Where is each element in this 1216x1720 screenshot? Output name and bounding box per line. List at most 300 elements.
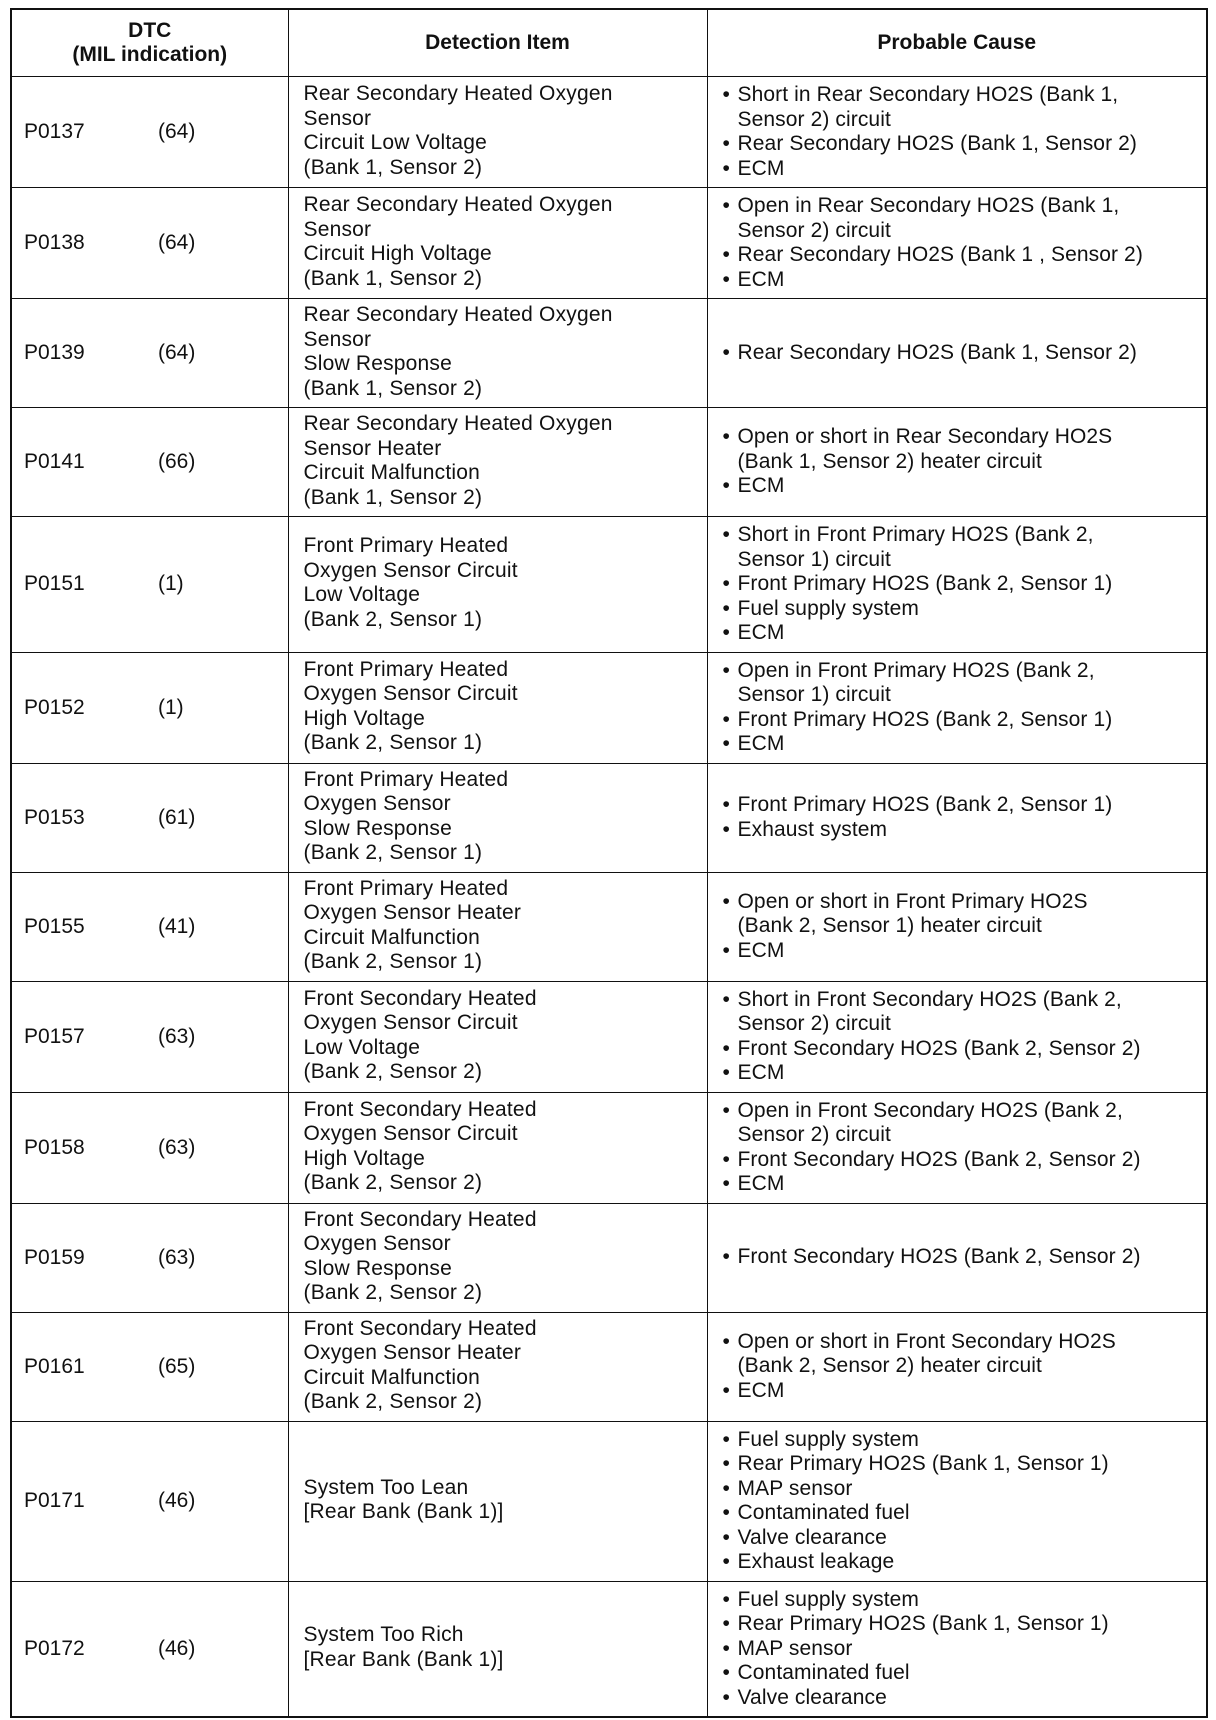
mil-indication: (65): [158, 1354, 196, 1378]
dtc-code: P0151: [24, 572, 85, 596]
detection-item-line: [Rear Bank (Bank 1)]: [303, 1500, 504, 1523]
detection-item-cell: [288, 1421, 707, 1581]
detection-item-cell: [288, 981, 707, 1092]
detection-item-line: Sensor: [303, 217, 372, 241]
header-mil-label: (MIL indication): [72, 43, 228, 66]
cause-list: [723, 1245, 1201, 1270]
cause-line: ECM: [737, 938, 785, 962]
dtc-code: P0137: [24, 120, 85, 143]
bullet-icon: •: [722, 132, 730, 155]
cause-line: MAP sensor: [737, 1476, 853, 1500]
cause-item: [723, 523, 1201, 572]
cause-item: [723, 1526, 1201, 1551]
cause-line: ECM: [737, 732, 785, 755]
cause-item: [723, 1037, 1201, 1062]
mil-indication: (46): [158, 1489, 196, 1512]
header-row: [11, 9, 1207, 77]
bullet-icon: •: [722, 596, 730, 620]
bullet-icon: •: [722, 523, 730, 546]
detection-item-line: System Too Lean: [303, 1475, 469, 1499]
detection-item-line: Front Primary Heated: [303, 534, 509, 558]
detection-item-line: Slow Response: [303, 1256, 453, 1280]
bullet-icon: •: [722, 83, 730, 106]
detection-item-line: (Bank 2, Sensor 1): [303, 841, 483, 864]
cause-line: Rear Secondary HO2S (Bank 1, Sensor 2): [737, 340, 1137, 364]
cause-item: [723, 818, 1201, 843]
dtc-code: P0138: [24, 231, 85, 254]
bullet-icon: •: [722, 707, 730, 731]
mil-indication: (66): [158, 450, 196, 473]
cause-list: [723, 1330, 1201, 1404]
detection-item-line: (Bank 2, Sensor 2): [303, 1060, 483, 1083]
cause-line: Sensor 2) circuit: [737, 218, 891, 242]
dtc-code-wrap: [24, 915, 288, 939]
mil-indication: (1): [158, 572, 184, 596]
detection-item-line: Front Secondary Heated: [303, 986, 537, 1010]
cause-line: Open or short in Front Primary HO2S: [737, 889, 1088, 913]
bullet-icon: •: [722, 156, 730, 180]
mil-indication: (1): [158, 695, 184, 719]
probable-cause-cell: [707, 763, 1207, 872]
table-body: [11, 77, 1207, 1718]
dtc-cell: [11, 77, 288, 188]
detection-item-line: Circuit Malfunction: [303, 1365, 481, 1389]
detection-item-line: Oxygen Sensor Heater: [303, 901, 522, 924]
cause-item: [723, 1661, 1201, 1686]
cause-line: Open in Front Secondary HO2S (Bank 2,: [737, 1098, 1123, 1122]
bullet-icon: •: [722, 1329, 730, 1353]
table-row: [11, 763, 1207, 872]
bullet-icon: •: [722, 1036, 730, 1060]
cause-item: [723, 1172, 1201, 1197]
cause-line: Open or short in Front Secondary HO2S: [737, 1329, 1116, 1353]
cause-line: Short in Rear Secondary HO2S (Bank 1,: [737, 83, 1119, 106]
dtc-code-wrap: [24, 341, 288, 365]
cause-line: ECM: [737, 156, 785, 180]
bullet-icon: •: [722, 1612, 730, 1635]
bullet-icon: •: [722, 1245, 730, 1269]
dtc-code: P0153: [24, 805, 85, 829]
bullet-icon: •: [722, 1661, 730, 1684]
bullet-icon: •: [722, 1525, 730, 1549]
cause-list: [723, 890, 1201, 964]
cause-line: Sensor 2) circuit: [737, 1123, 891, 1146]
cause-item: [723, 1637, 1201, 1662]
cause-list: [723, 341, 1201, 366]
dtc-cell: [11, 1421, 288, 1581]
cause-line: Short in Front Secondary HO2S (Bank 2,: [737, 987, 1122, 1011]
cause-item: [723, 939, 1201, 964]
detection-item-line: Circuit Malfunction: [303, 461, 481, 484]
cause-line: MAP sensor: [737, 1636, 853, 1660]
cause-item: [723, 572, 1201, 597]
cause-line: Sensor 2) circuit: [737, 107, 891, 131]
probable-cause-cell: [707, 1312, 1207, 1421]
cause-line: Rear Secondary HO2S (Bank 1, Sensor 2): [737, 132, 1137, 155]
detection-item-line: (Bank 2, Sensor 1): [303, 950, 483, 973]
bullet-icon: •: [722, 987, 730, 1011]
dtc-code: P0155: [24, 914, 85, 938]
dtc-code-wrap: [24, 1355, 288, 1379]
detection-item-line: Circuit High Voltage: [303, 242, 492, 265]
bullet-icon: •: [722, 1452, 730, 1475]
cause-item: [723, 157, 1201, 182]
detection-item-line: Front Primary Heated: [303, 657, 509, 681]
cause-line: Exhaust system: [737, 817, 888, 841]
detection-item-line: Oxygen Sensor Heater: [303, 1341, 522, 1364]
cause-line: Front Secondary HO2S (Bank 2, Sensor 2): [737, 1147, 1141, 1171]
cause-list: [723, 1588, 1201, 1711]
detection-item-line: (Bank 2, Sensor 2): [303, 1171, 483, 1194]
cause-item: [723, 988, 1201, 1037]
detection-item-line: High Voltage: [303, 706, 425, 730]
cause-item: [723, 659, 1201, 708]
table-row: [11, 188, 1207, 299]
cause-line: Open in Rear Secondary HO2S (Bank 1,: [737, 194, 1120, 217]
mil-indication: (63): [158, 1024, 196, 1048]
table-row: [11, 1092, 1207, 1203]
probable-cause-cell: [707, 77, 1207, 188]
dtc-cell: [11, 763, 288, 872]
cause-item: [723, 1330, 1201, 1379]
mil-indication: (46): [158, 1636, 196, 1660]
detection-item-line: (Bank 1, Sensor 2): [303, 376, 483, 400]
detection-item-line: Slow Response: [303, 816, 453, 840]
bullet-icon: •: [722, 243, 730, 266]
detection-item-line: (Bank 2, Sensor 2): [303, 1390, 483, 1413]
dtc-code-wrap: [24, 1637, 288, 1661]
dtc-cell: [11, 1203, 288, 1312]
cause-item: [723, 708, 1201, 733]
dtc-code: P0157: [24, 1024, 85, 1048]
dtc-code: P0158: [24, 1135, 85, 1159]
detection-item-line: Oxygen Sensor Circuit: [303, 1122, 518, 1145]
mil-indication: (63): [158, 1135, 196, 1159]
detection-item-line: (Bank 1, Sensor 2): [303, 155, 483, 179]
cause-line: Rear Secondary HO2S (Bank 1 , Sensor 2): [737, 243, 1143, 266]
cause-item: [723, 1477, 1201, 1502]
dtc-code-wrap: [24, 1246, 288, 1270]
detection-item-cell: [288, 517, 707, 653]
table-row: [11, 981, 1207, 1092]
bullet-icon: •: [722, 621, 730, 644]
probable-cause-cell: [707, 299, 1207, 408]
cause-line: Fuel supply system: [737, 596, 920, 620]
cause-line: Fuel supply system: [737, 1427, 920, 1451]
mil-indication: (61): [158, 805, 196, 829]
cause-line: ECM: [737, 1061, 785, 1084]
detection-item-line: Low Voltage: [303, 1035, 421, 1059]
bullet-icon: •: [722, 340, 730, 364]
detection-item-line: Circuit Low Voltage: [303, 131, 488, 154]
cause-item: [723, 793, 1201, 818]
dtc-code: P0139: [24, 341, 85, 364]
bullet-icon: •: [722, 1501, 730, 1524]
dtc-cell: [11, 1092, 288, 1203]
cause-line: Rear Primary HO2S (Bank 1, Sensor 1): [737, 1612, 1109, 1635]
cause-item: [723, 621, 1201, 646]
page: [10, 8, 1206, 1718]
detection-item-line: Front Secondary Heated: [303, 1097, 537, 1121]
cause-item: [723, 194, 1201, 243]
table-row: [11, 652, 1207, 763]
probable-cause-cell: [707, 1421, 1207, 1581]
cause-item: [723, 474, 1201, 499]
cause-line: ECM: [737, 1378, 785, 1402]
cause-line: Open or short in Rear Secondary HO2S: [737, 425, 1113, 449]
probable-cause-cell: [707, 1203, 1207, 1312]
probable-cause-cell: [707, 188, 1207, 299]
detection-item-line: Oxygen Sensor Circuit: [303, 682, 518, 705]
dtc-cell: [11, 188, 288, 299]
table-row: [11, 299, 1207, 408]
cause-line: ECM: [737, 474, 785, 498]
dtc-code-wrap: [24, 572, 288, 596]
detection-item-line: (Bank 2, Sensor 2): [303, 1281, 483, 1304]
cause-item: [723, 243, 1201, 268]
cause-line: ECM: [737, 267, 785, 291]
cause-line: Valve clearance: [737, 1685, 887, 1709]
dtc-table: [10, 8, 1208, 1718]
cause-item: [723, 1245, 1201, 1270]
dtc-code-wrap: [24, 231, 288, 255]
detection-item-line: (Bank 1, Sensor 2): [303, 485, 483, 509]
bullet-icon: •: [722, 425, 730, 449]
dtc-code-wrap: [24, 1136, 288, 1160]
detection-item-line: Sensor: [303, 106, 372, 130]
cause-line: Exhaust leakage: [737, 1550, 895, 1573]
cause-line: Front Primary HO2S (Bank 2, Sensor 1): [737, 707, 1113, 731]
cause-list: [723, 83, 1201, 181]
detection-item-line: Rear Secondary Heated Oxygen: [303, 193, 613, 216]
detection-item-line: Slow Response: [303, 352, 453, 375]
detection-item-cell: [288, 1203, 707, 1312]
bullet-icon: •: [722, 1427, 730, 1451]
cause-line: Sensor 1) circuit: [737, 683, 891, 706]
table-row: [11, 1312, 1207, 1421]
detection-item-cell: [288, 77, 707, 188]
detection-item-line: (Bank 2, Sensor 1): [303, 731, 483, 754]
cause-item: [723, 1379, 1201, 1404]
mil-indication: (41): [158, 914, 196, 938]
cause-item: [723, 1588, 1201, 1613]
detection-item-line: Rear Secondary Heated Oxygen: [303, 303, 613, 326]
dtc-cell: [11, 652, 288, 763]
probable-cause-cell: [707, 1581, 1207, 1717]
detection-item-line: Front Secondary Heated: [303, 1207, 537, 1231]
bullet-icon: •: [722, 1550, 730, 1573]
mil-indication: (63): [158, 1245, 196, 1269]
cause-item: [723, 1148, 1201, 1173]
cause-list: [723, 1099, 1201, 1197]
bullet-icon: •: [722, 938, 730, 962]
dtc-code-wrap: [24, 120, 288, 144]
cause-item: [723, 1686, 1201, 1711]
detection-item-line: (Bank 1, Sensor 2): [303, 266, 483, 290]
detection-item-cell: [288, 1092, 707, 1203]
cause-line: ECM: [737, 621, 785, 644]
bullet-icon: •: [722, 658, 730, 682]
cause-list: [723, 793, 1201, 842]
detection-item-cell: [288, 188, 707, 299]
cause-item: [723, 268, 1201, 293]
cause-line: Contaminated fuel: [737, 1661, 910, 1684]
detection-item-line: Front Primary Heated: [303, 876, 509, 900]
dtc-code: P0141: [24, 450, 85, 473]
cause-item: [723, 597, 1201, 622]
probable-cause-cell: [707, 872, 1207, 981]
cause-list: [723, 988, 1201, 1086]
detection-item-line: Circuit Malfunction: [303, 925, 481, 949]
detection-item-cell: [288, 1581, 707, 1717]
dtc-cell: [11, 299, 288, 408]
cause-item: [723, 1428, 1201, 1453]
table-row: [11, 1581, 1207, 1717]
detection-item-line: System Too Rich: [303, 1623, 464, 1647]
bullet-icon: •: [722, 194, 730, 217]
detection-item-line: Sensor: [303, 327, 372, 351]
detection-item-line: Oxygen Sensor: [303, 1232, 451, 1255]
dtc-cell: [11, 1312, 288, 1421]
dtc-code-wrap: [24, 696, 288, 720]
cause-list: [723, 659, 1201, 757]
mil-indication: (64): [158, 341, 196, 364]
detection-item-line: Front Primary Heated: [303, 767, 509, 791]
cause-line: (Bank 2, Sensor 2) heater circuit: [737, 1354, 1042, 1378]
detection-item-cell: [288, 299, 707, 408]
bullet-icon: •: [722, 1587, 730, 1611]
cause-line: Open in Front Primary HO2S (Bank 2,: [737, 658, 1095, 682]
cause-item: [723, 732, 1201, 757]
cause-line: Front Secondary HO2S (Bank 2, Sensor 2): [737, 1245, 1141, 1269]
probable-cause-cell: [707, 517, 1207, 653]
dtc-code: P0171: [24, 1489, 85, 1512]
dtc-cell: [11, 981, 288, 1092]
cause-list: [723, 523, 1201, 646]
header-dtc-label: DTC: [128, 19, 172, 42]
cause-line: (Bank 2, Sensor 1) heater circuit: [737, 914, 1042, 938]
table-row: [11, 77, 1207, 188]
detection-item-line: High Voltage: [303, 1146, 425, 1170]
detection-item-cell: [288, 872, 707, 981]
cause-line: ECM: [737, 1172, 785, 1195]
cause-line: Front Primary HO2S (Bank 2, Sensor 1): [737, 793, 1113, 816]
bullet-icon: •: [722, 474, 730, 498]
bullet-icon: •: [722, 1147, 730, 1171]
mil-indication: (64): [158, 231, 196, 254]
probable-cause-cell: [707, 1092, 1207, 1203]
probable-cause-cell: [707, 981, 1207, 1092]
cause-line: Front Secondary HO2S (Bank 2, Sensor 2): [737, 1036, 1141, 1060]
table-row: [11, 1421, 1207, 1581]
dtc-code: P0172: [24, 1636, 85, 1660]
bullet-icon: •: [722, 1172, 730, 1195]
bullet-icon: •: [722, 1685, 730, 1709]
detection-item-line: [Rear Bank (Bank 1)]: [303, 1647, 504, 1671]
cause-item: [723, 425, 1201, 474]
dtc-cell: [11, 872, 288, 981]
bullet-icon: •: [722, 1636, 730, 1660]
bullet-icon: •: [722, 267, 730, 291]
table-row: [11, 1203, 1207, 1312]
cause-item: [723, 1501, 1201, 1526]
bullet-icon: •: [722, 1061, 730, 1084]
cause-item: [723, 83, 1201, 132]
cause-line: Front Primary HO2S (Bank 2, Sensor 1): [737, 572, 1113, 595]
cause-line: Fuel supply system: [737, 1587, 920, 1611]
dtc-cell: [11, 517, 288, 653]
dtc-cell: [11, 408, 288, 517]
detection-item-cell: [288, 1312, 707, 1421]
cause-item: [723, 1452, 1201, 1477]
header-probable-cause: Probable Cause: [707, 9, 1207, 77]
bullet-icon: •: [722, 572, 730, 595]
table-row: [11, 517, 1207, 653]
table-row: [11, 408, 1207, 517]
cause-line: Sensor 1) circuit: [737, 547, 891, 571]
bullet-icon: •: [722, 889, 730, 913]
detection-item-line: Front Secondary Heated: [303, 1316, 537, 1340]
dtc-code-wrap: [24, 1489, 288, 1513]
dtc-code: P0159: [24, 1245, 85, 1269]
bullet-icon: •: [722, 1476, 730, 1500]
dtc-code-wrap: [24, 450, 288, 474]
table-row: [11, 872, 1207, 981]
detection-item-line: Oxygen Sensor Circuit: [303, 1011, 518, 1034]
detection-item-line: Low Voltage: [303, 583, 421, 607]
cause-line: Short in Front Primary HO2S (Bank 2,: [737, 523, 1094, 546]
dtc-code-wrap: [24, 1025, 288, 1049]
dtc-code-wrap: [24, 806, 288, 830]
header-detection-item: Detection Item: [288, 9, 707, 77]
cause-item: [723, 1061, 1201, 1086]
header-dtc: [11, 9, 288, 77]
bullet-icon: •: [722, 1098, 730, 1122]
cause-line: (Bank 1, Sensor 2) heater circuit: [737, 449, 1042, 473]
cause-item: [723, 1099, 1201, 1148]
detection-item-line: Oxygen Sensor: [303, 792, 451, 815]
bullet-icon: •: [722, 817, 730, 841]
bullet-icon: •: [722, 793, 730, 816]
detection-item-line: (Bank 2, Sensor 1): [303, 607, 483, 631]
mil-indication: (64): [158, 120, 196, 143]
detection-item-line: Sensor Heater: [303, 436, 442, 460]
cause-list: [723, 425, 1201, 499]
dtc-cell: [11, 1581, 288, 1717]
dtc-code: P0161: [24, 1354, 85, 1378]
cause-list: [723, 1428, 1201, 1575]
cause-list: [723, 194, 1201, 292]
cause-line: Valve clearance: [737, 1525, 887, 1549]
cause-line: Rear Primary HO2S (Bank 1, Sensor 1): [737, 1452, 1109, 1475]
detection-item-cell: [288, 652, 707, 763]
detection-item-line: Oxygen Sensor Circuit: [303, 558, 518, 582]
cause-item: [723, 341, 1201, 366]
cause-item: [723, 1612, 1201, 1637]
cause-item: [723, 1550, 1201, 1575]
bullet-icon: •: [722, 732, 730, 755]
probable-cause-cell: [707, 408, 1207, 517]
cause-line: Sensor 2) circuit: [737, 1012, 891, 1035]
probable-cause-cell: [707, 652, 1207, 763]
detection-item-line: Rear Secondary Heated Oxygen: [303, 82, 613, 105]
detection-item-line: Rear Secondary Heated Oxygen: [303, 412, 613, 435]
cause-item: [723, 132, 1201, 157]
detection-item-cell: [288, 408, 707, 517]
bullet-icon: •: [722, 1378, 730, 1402]
detection-item-cell: [288, 763, 707, 872]
dtc-code: P0152: [24, 695, 85, 719]
